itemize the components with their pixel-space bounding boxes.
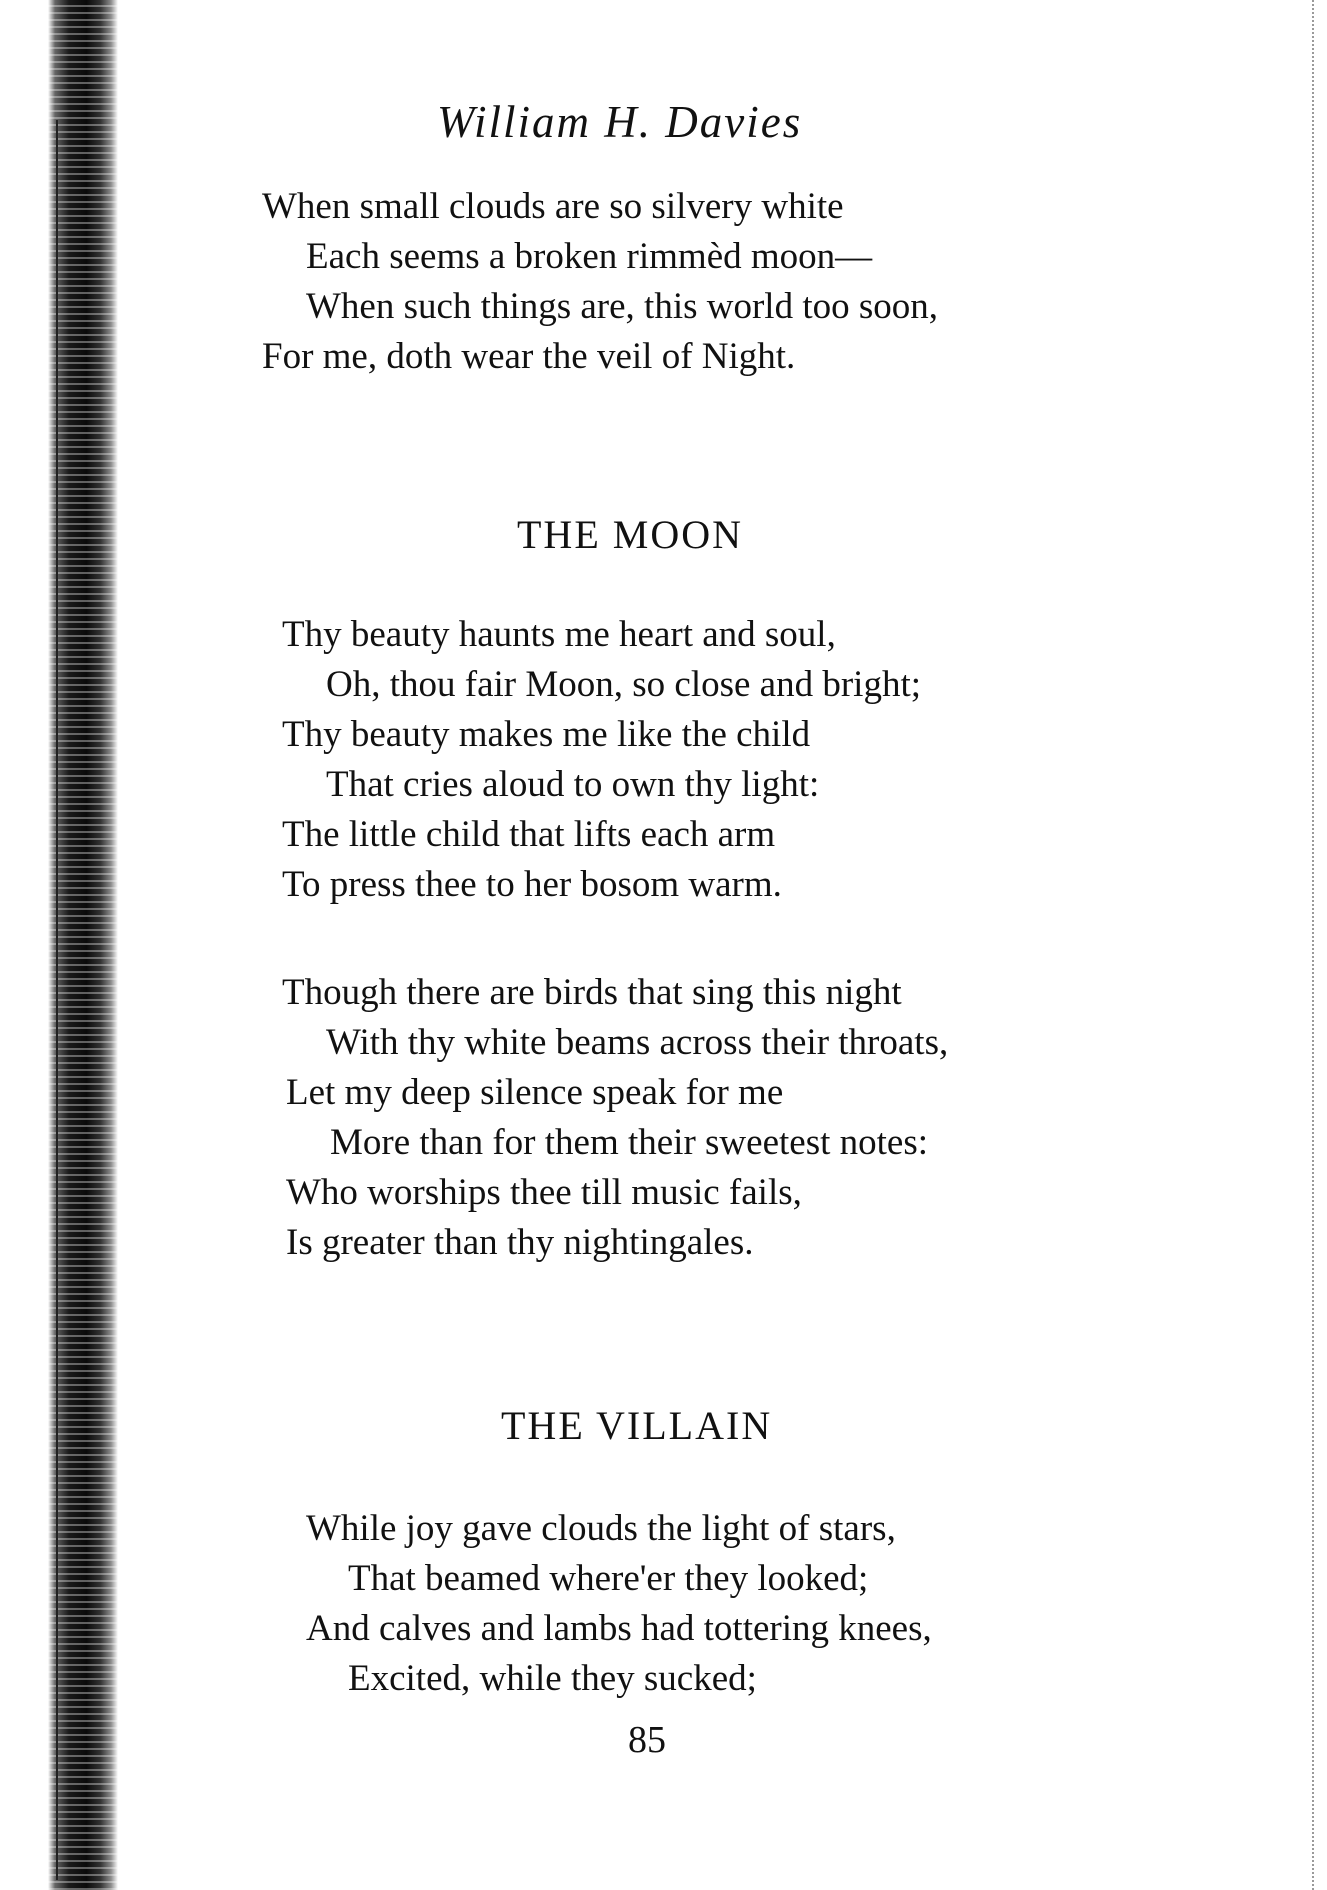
villain-stanza1-line-2: That beamed where'er they looked; — [348, 1558, 869, 1599]
opening-line-3: When such things are, this world too soon, — [306, 286, 938, 327]
running-head-author: William H. Davies — [437, 97, 803, 147]
moon-stanza2-line-4: More than for them their sweetest notes: — [330, 1122, 928, 1163]
moon-stanza1-line-2: Oh, thou fair Moon, so close and bright; — [326, 664, 921, 705]
opening-line-2: Each seems a broken rimmèd moon— — [306, 236, 873, 277]
poem-title-moon: THE MOON — [517, 512, 743, 557]
moon-stanza1-line-6: To press thee to her bosom warm. — [282, 864, 782, 905]
book-gutter-shadow — [48, 0, 118, 1890]
opening-line-4: For me, doth wear the veil of Night. — [262, 336, 796, 377]
moon-stanza1-line-1: Thy beauty haunts me heart and soul, — [282, 614, 836, 655]
moon-stanza2-line-3: Let my deep silence speak for me — [286, 1072, 784, 1113]
poem-title-villain: THE VILLAIN — [501, 1403, 773, 1448]
moon-stanza1-line-5: The little child that lifts each arm — [282, 814, 776, 855]
villain-stanza1-line-4: Excited, while they sucked; — [348, 1658, 757, 1699]
page-number: 85 — [628, 1719, 666, 1761]
moon-stanza1-line-3: Thy beauty makes me like the child — [282, 714, 811, 755]
opening-line-1: When small clouds are so silvery white — [262, 186, 844, 227]
moon-stanza2-line-2: With thy white beams across their throats, — [326, 1022, 949, 1063]
moon-stanza1-line-4: That cries aloud to own thy light: — [326, 764, 820, 805]
villain-stanza1-line-1: While joy gave clouds the light of stars, — [306, 1508, 896, 1549]
moon-stanza2-line-5: Who worships thee till music fails, — [286, 1172, 802, 1213]
page-right-edge — [1312, 0, 1314, 1890]
moon-stanza2-line-6: Is greater than thy nightingales. — [286, 1222, 754, 1263]
gutter-edge-line — [56, 120, 58, 1880]
moon-stanza2-line-1: Though there are birds that sing this night — [282, 972, 902, 1013]
villain-stanza1-line-3: And calves and lambs had tottering knees, — [306, 1608, 932, 1649]
